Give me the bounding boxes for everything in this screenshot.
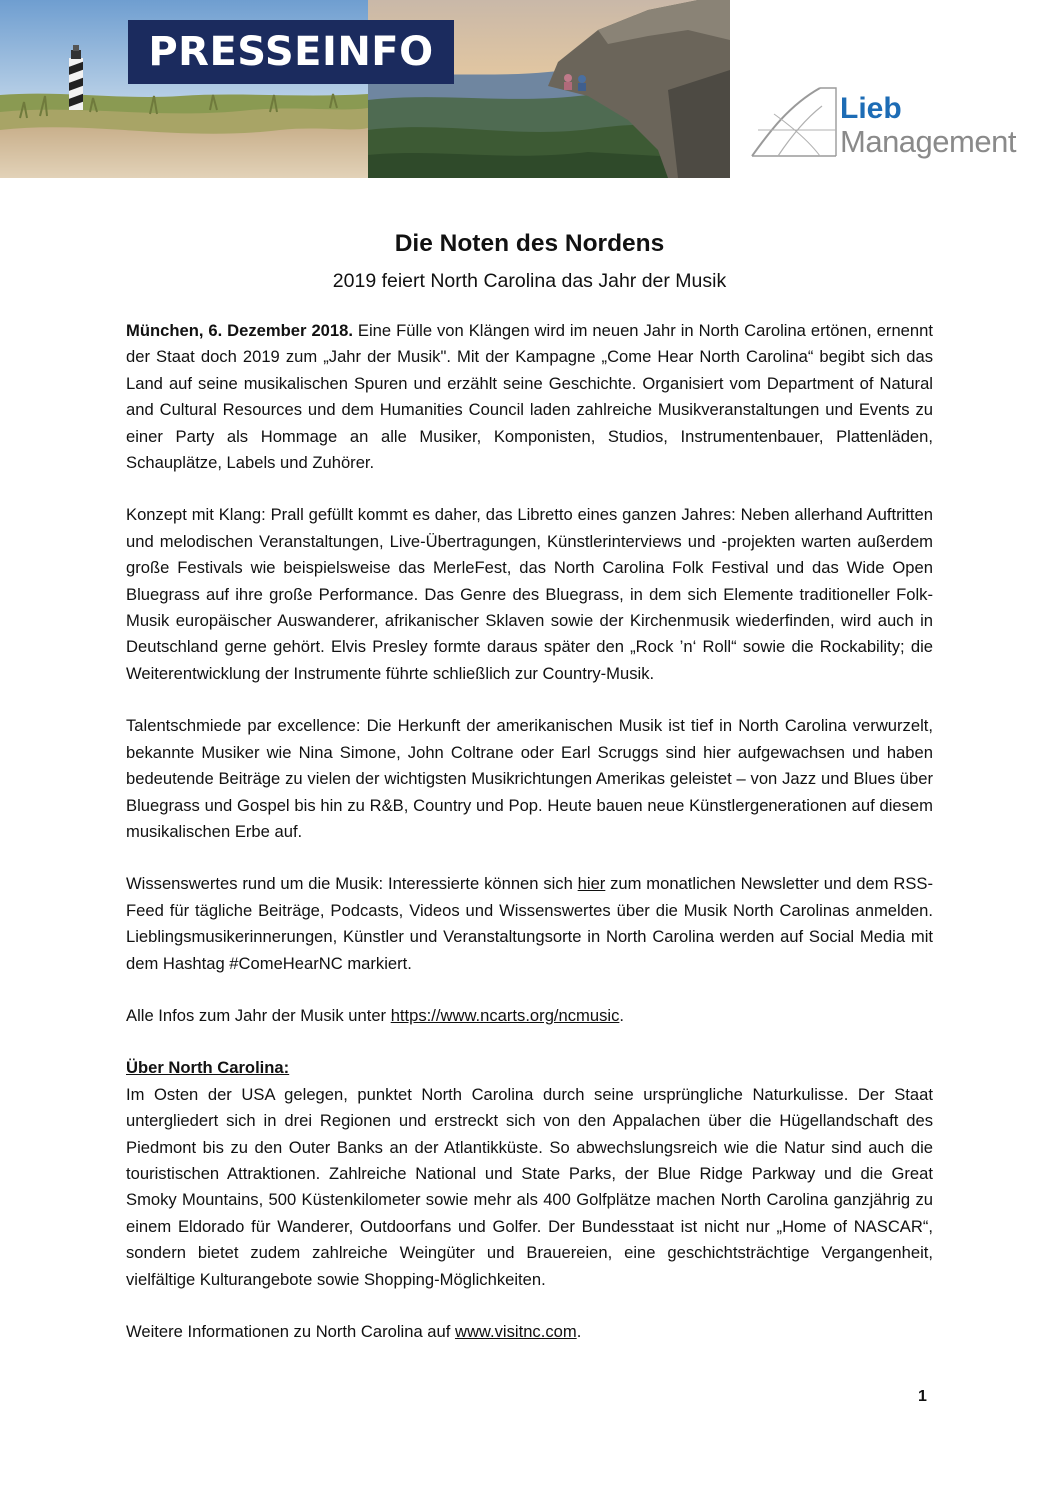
page-subtitle: 2019 feiert North Carolina das Jahr der Musik [332, 270, 727, 292]
presseinfo-banner: PRESSEINFO [128, 20, 454, 84]
info-text-after: . [619, 1005, 625, 1025]
ncarts-link[interactable]: https://www.ncarts.org/ncmusic [390, 1005, 620, 1025]
newsletter-paragraph [126, 871, 933, 977]
concept-paragraph: Konzept mit Klang: Prall gefüllt kommt es daher, das Libretto eines ganzen Jahres: Neben allerhand Auftritten und melodischen Veranstaltungen, Live-Übertragungen, Künstlerinterviews und -projekten warten außerdem große Festivals wie beispielsweise das MerleFest, das North Carolina Folk Festival und das Wide Open Bluegrass auf ihre große Performance. Das Genre des Bluegrass, in dem sich Elemente traditioneller Folk-Musik europäischer Auswanderer, afrikanischer Sklaven sowie der Kirchenmusik wiederfinden, wird auch in Deutschland gerne gehört. Elvis Presley formte daraus später den „Rock ’n‘ Roll“ sowie die Rockability; die Weiterentwicklung der Instrumente führte schließlich zur Country-Musik. [126, 505, 933, 683]
page-title: Die Noten des Nordens [394, 230, 665, 257]
intro-text: Eine Fülle von Klängen wird im neuen Jahr in North Carolina ertönen, ernennt der Staat doch 2019 zum „Jahr der Musik". Mit der Kampagne „Come Hear North Carolina“ begibt sich das Land auf seine musikalischen Spuren und erzählt seine Geschichte. Organisiert vom Department of Natural and Cultural Resources und dem Humanities Council laden zahlreiche Musikveranstaltungen und Events zu einer Party als Hommage an alle Musiker, Komponisten, Studios, Instrumentenbauer, Plattenläden, Schauplätze, Labels und Zuhörer. [126, 321, 933, 473]
more-info-text-after: . [576, 1322, 582, 1341]
about-heading [126, 1055, 933, 1081]
page-number: 1 [918, 1388, 927, 1405]
dateline: München, 6. Dezember 2018. [126, 321, 353, 340]
more-info-text-before: Weitere Informationen zu North Carolina auf [126, 1322, 455, 1341]
info-paragraph [126, 1003, 933, 1029]
newsletter-link[interactable]: hier [577, 874, 606, 894]
lieb-management-logo [748, 84, 1048, 164]
newsletter-text-before: Wissenswertes rund um die Musik: Interessierte können sich [126, 874, 578, 894]
intro-paragraph [126, 318, 933, 476]
about-heading-text: Über North Carolina: [126, 1058, 290, 1078]
talent-paragraph: Talentschmiede par excellence: Die Herkunft der amerikanischen Musik ist tief in North Carolina verwurzelt, bekannte Musiker wie Nina Simone, John Coltrane oder Earl Scruggs sind hier aufgewachsen und haben bedeutende Beiträge zu vielen der wichtigsten Musikrichtungen Amerikas geleistet – von Jazz und Blues über Bluegrass und Gospel bis hin zu R&B, Country und Pop. Heute bauen neue Künstlergenerationen auf diesem musikalischen Erbe auf. [126, 716, 933, 841]
newsletter-text-after: zum monatlichen Newsletter und dem RSS-Feed für tägliche Beiträge, Podcasts, Videos und Wissenswertes über die Musik North Carolinas anmelden. Lieblingsmusikerinnerungen, Künstler und Veranstaltungsorte in North Carolina werden auf Social Media mit dem Hashtag #ComeHearNC markiert. [126, 874, 933, 973]
info-text-before: Alle Infos zum Jahr der Musik unter [126, 1005, 391, 1025]
logo-lieb-text: Lieb [840, 92, 902, 125]
visitnc-link[interactable]: www.visitnc.com [454, 1322, 577, 1341]
logo-mark-icon [748, 84, 840, 160]
press-release-body [126, 224, 933, 1345]
logo-management-text: Management [840, 124, 1016, 159]
page-header [0, 0, 1058, 178]
more-info-paragraph [126, 1319, 933, 1345]
about-paragraph: Im Osten der USA gelegen, punktet North Carolina durch seine ursprüngliche Naturkulisse. Der Staat untergliedert sich in drei Regionen und erstreckt sich von den Appalachen über die Hügellandschaft des Piedmont bis zu den Outer Banks an der Atlantikküste. So abwechslungsreich wie die Natur sind auch die touristischen Attraktionen. Zahlreiche National und State Parks, der Blue Ridge Parkway und die Great Smoky Mountains, 500 Küstenkilometer sowie mehr als 400 Golfplätze machen North Carolina ganzjährig zu einem Eldorado für Wanderer, Outdoorfans und Golfer. Der Bundesstaat ist nicht nur „Home of NASCAR“, sondern bietet zudem zahlreiche Weingüter und Brauereien, eine geschichtsträchtige Vergangenheit, vielfältige Kulturangebote sowie Shopping-Möglichkeiten. [126, 1084, 933, 1289]
